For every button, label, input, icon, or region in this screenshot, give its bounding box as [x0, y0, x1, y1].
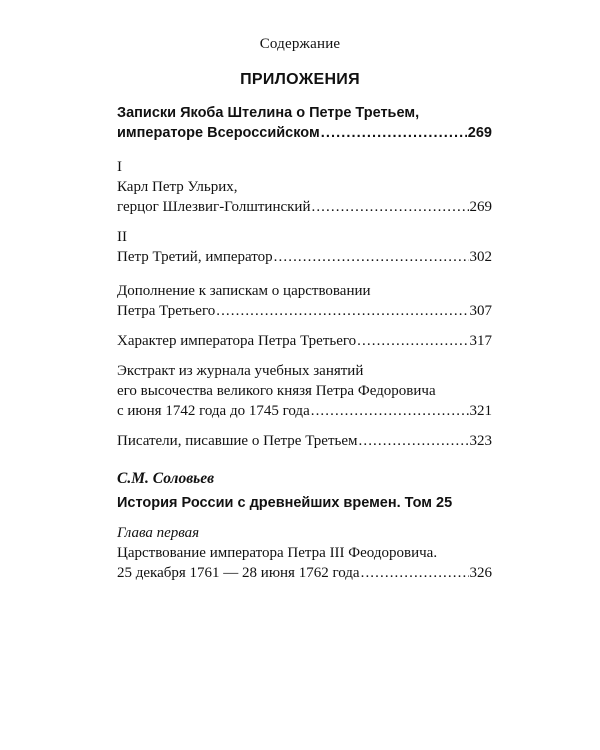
toc-entry-karl-peter-ulrich[interactable]: [117, 157, 492, 217]
page-number: 326: [469, 565, 492, 581]
toc-entry-line: Петра Третьего: [117, 303, 216, 319]
page-number: 307: [469, 303, 492, 319]
page-number: 317: [469, 333, 492, 349]
part-numeral: II: [117, 229, 127, 245]
toc-entry-line: Царствование императора Петра III Феодоровича.: [117, 545, 438, 561]
toc-entry-line: Дополнение к запискам о царствовании: [117, 283, 371, 299]
toc-entry-addendum[interactable]: [117, 281, 492, 321]
dot-leader: [357, 331, 468, 351]
toc-entry-line: герцог Шлезвиг-Голштинский: [117, 199, 311, 215]
volume-title: История России с древнейших времен. Том 25: [117, 495, 453, 511]
dot-leader: [311, 401, 469, 421]
dot-leader: [311, 197, 468, 217]
page-number: 321: [469, 403, 492, 419]
toc-entry-writers[interactable]: [117, 431, 492, 451]
part-numeral: I: [117, 159, 122, 175]
toc-entry-line: императоре Всероссийском: [117, 125, 320, 141]
table-of-contents: [117, 103, 492, 583]
chapter-label: Глава первая: [117, 525, 200, 541]
toc-entry-stahlin-notes[interactable]: [117, 103, 492, 143]
dot-leader: [321, 123, 467, 143]
author-name: С.М. Соловьев: [117, 470, 215, 487]
page-number: 323: [469, 433, 492, 449]
toc-entry-reign[interactable]: [117, 543, 492, 583]
toc-entry-line: Писатели, писавшие о Петре Третьем: [117, 433, 358, 449]
toc-entry-line: Петр Третий, император: [117, 249, 273, 265]
toc-entry-line: Характер императора Петра Третьего: [117, 333, 357, 349]
dot-leader: [274, 247, 469, 267]
toc-entry-line: его высочества великого князя Петра Федоровича: [117, 383, 436, 399]
dot-leader: [359, 431, 469, 451]
page-number: 302: [469, 249, 492, 265]
running-head: Содержание: [259, 36, 341, 52]
page-number: 269: [467, 125, 492, 141]
toc-entry-peter-emperor[interactable]: [117, 227, 492, 267]
section-title: ПРИЛОЖЕНИЯ: [240, 71, 360, 88]
toc-entry-line: 25 декабря 1761 — 28 июня 1762 года: [117, 565, 360, 581]
toc-entry-line: Экстракт из журнала учебных занятий: [117, 363, 364, 379]
toc-entry-line: с июня 1742 года до 1745 года: [117, 403, 310, 419]
toc-entry-character[interactable]: [117, 331, 492, 351]
toc-entry-line: Записки Якоба Штелина о Петре Третьем,: [117, 105, 420, 121]
dot-leader: [361, 563, 469, 583]
dot-leader: [216, 301, 468, 321]
toc-entry-line: Карл Петр Ульрих,: [117, 179, 238, 195]
page-number: 269: [469, 199, 492, 215]
toc-entry-extract[interactable]: [117, 361, 492, 421]
